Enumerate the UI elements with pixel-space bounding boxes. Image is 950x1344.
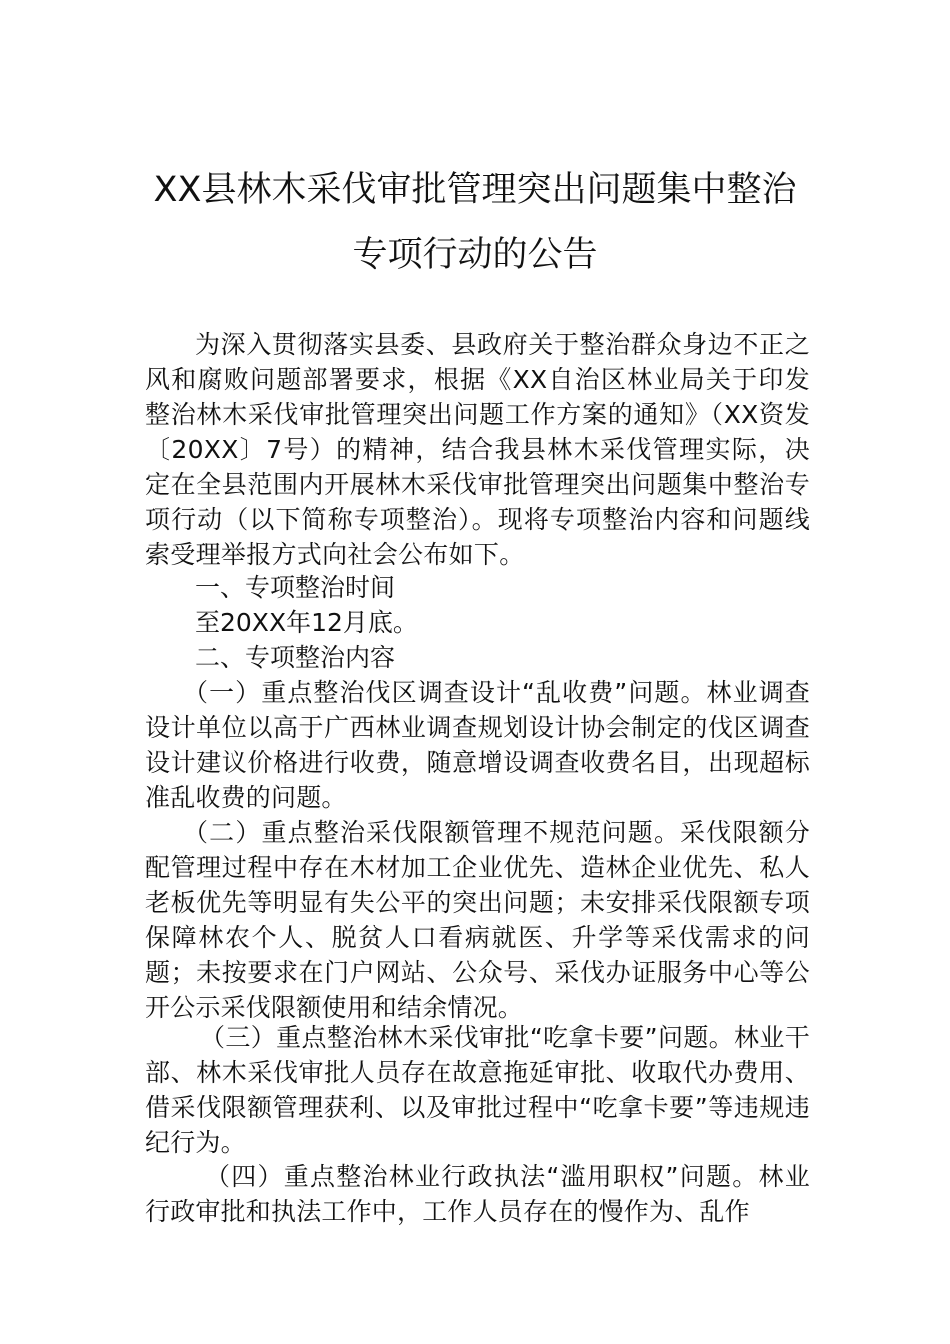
document-title-line-1: XX县林木采伐审批管理突出问题集中整治 (153, 170, 797, 210)
intro-paragraph: 为深入贯彻落实县委、县政府关于整治群众身边不正之风和腐败问题部署要求，根据《XX自治区林业局关于印发整治林木采伐审批管理突出问题工作方案的通知》（XX资发〔20XX〕7号）的精神，结合我县林木采伐管理实际，决定在全县范围内开展林木采伐审批管理突出问题集中整治专项行动（以下简称专项整治）。现将专项整治内容和问题线索受理举报方式向社会公布如下。 (145, 330, 810, 569)
time-paragraph: 至20XX年12月底。 (195, 608, 418, 637)
document-title-line-2: 专项行动的公告 (352, 235, 598, 275)
section-heading-content: 二、专项整治内容 (195, 643, 396, 672)
content-item-1: （一）重点整治伐区调查设计“乱收费”问题。林业调查设计单位以高于广西林业调查规划设计协会制定的伐区调查设计建议价格进行收费，随意增设调查收费名目，出现超标准乱收费的问题。 (145, 678, 810, 812)
content-item-4: （四）重点整治林业行政执法“滥用职权”问题。林业行政审批和执法工作中，工作人员存在的慢作为、乱作 (145, 1162, 810, 1226)
content-item-2: （二）重点整治采伐限额管理不规范问题。采伐限额分配管理过程中存在木材加工企业优先、造林企业优先、私人老板优先等明显有失公平的突出问题；未安排采伐限额专项保障林农个人、脱贫人口看病就医、升学等采伐需求的问题；未按要求在门户网站、公众号、采伐办证服务中心等公开公示采伐限额使用和结余情况。 (145, 818, 810, 1022)
content-item-3: （三）重点整治林木采伐审批“吃拿卡要”问题。林业干部、林木采伐审批人员存在故意拖延审批、收取代办费用、借采伐限额管理获利、以及审批过程中“吃拿卡要”等违规违纪行为。 (145, 1023, 810, 1157)
section-heading-time: 一、专项整治时间 (195, 573, 396, 602)
